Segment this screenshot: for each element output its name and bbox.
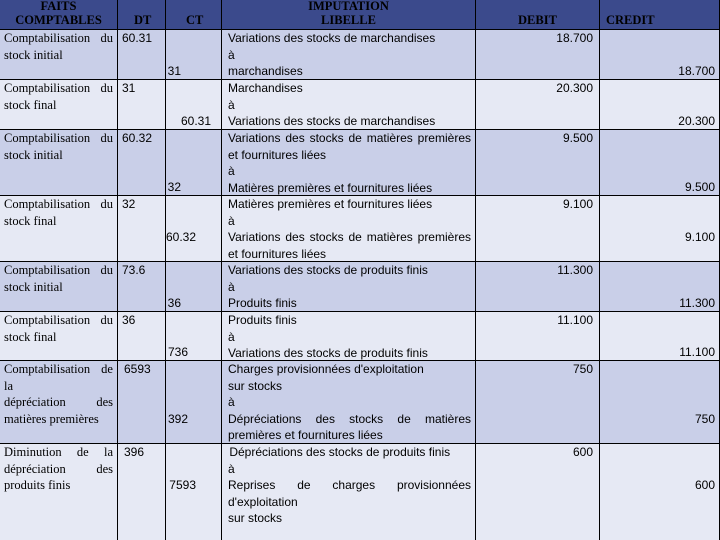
row6-ct: 736 xyxy=(167,345,188,359)
row4-libelle-cell xyxy=(222,196,476,262)
row5-fait-line1: Comptabilisation du xyxy=(4,263,113,277)
row4-debit-cell xyxy=(476,196,600,262)
row8-ct-cell xyxy=(166,444,222,540)
row1-credit-cell xyxy=(600,30,720,80)
header-credit: CREDIT xyxy=(606,13,655,27)
row7-libelle-line5: premières et fournitures liées xyxy=(228,428,383,442)
header-debit: DEBIT xyxy=(518,13,557,27)
row6-dt: 36 xyxy=(122,313,136,327)
row6-libelle-line2: à xyxy=(228,329,235,344)
row7-debit-cell xyxy=(476,361,600,444)
row3-credit: 9.500 xyxy=(684,180,715,194)
row2-fait-line1: Comptabilisation du xyxy=(4,81,113,95)
row7-fait-cell xyxy=(0,361,118,444)
row1-libelle-line3: marchandises xyxy=(228,64,303,78)
row3-libelle-line1: Variations des stocks de matières premières xyxy=(228,131,471,145)
row5-libelle-line3: Produits finis xyxy=(228,296,297,310)
header-dt: DT xyxy=(134,13,152,27)
row2-libelle-line3: Variations des stocks de marchandises xyxy=(228,114,436,128)
row2-libelle-line2: à xyxy=(228,97,235,112)
row4-debit: 9.100 xyxy=(562,197,593,211)
row7-dt-cell xyxy=(118,361,166,444)
header-ct: CT xyxy=(186,13,204,27)
header-faits-line2: COMPTABLES xyxy=(15,13,102,27)
row1-fait-line1: Comptabilisation du xyxy=(4,31,113,45)
row5-credit-cell xyxy=(600,262,720,312)
row1-debit: 18.700 xyxy=(556,31,593,45)
row8-dt: 396 xyxy=(124,445,145,459)
row3-dt-cell xyxy=(118,130,166,196)
row7-debit: 750 xyxy=(572,362,593,376)
row1-libelle-line1: Variations des stocks de marchandises xyxy=(228,31,436,45)
row4-libelle-line3: Variations des stocks de matières premières xyxy=(228,230,471,244)
header-ct-cell xyxy=(166,0,222,30)
row7-libelle-line4: Dépréciations des stocks de matières xyxy=(228,411,471,426)
row5-dt: 73.6 xyxy=(122,263,146,277)
row3-ct-cell xyxy=(166,130,222,196)
row8-debit: 600 xyxy=(572,445,593,459)
row8-ct: 7593 xyxy=(169,478,196,492)
header-libelle: LIBELLE xyxy=(321,13,376,27)
row1-ct: 31 xyxy=(167,64,181,78)
row4-fait-line2: stock final xyxy=(4,213,57,228)
row4-fait-line1: Comptabilisation du xyxy=(4,197,113,211)
row2-fait-cell xyxy=(0,80,118,130)
row3-debit: 9.500 xyxy=(562,131,593,145)
row5-credit: 11.300 xyxy=(679,296,715,310)
row5-fait-cell xyxy=(0,262,118,312)
row7-fait-line2: dépréciation des xyxy=(4,395,113,409)
row8-fait-line3: produits finis xyxy=(4,478,71,492)
row3-debit-cell xyxy=(476,130,600,196)
row8-fait-line2: dépréciation des xyxy=(4,461,113,476)
row1-fait-line2: stock initial xyxy=(4,47,63,62)
row5-ct-cell xyxy=(166,262,222,312)
row5-libelle-line1: Variations des stocks de produits finis xyxy=(228,263,428,277)
row3-credit-cell xyxy=(600,130,720,196)
row4-credit: 9.100 xyxy=(684,230,715,244)
row7-credit: 750 xyxy=(694,412,715,426)
row6-credit-cell xyxy=(600,312,720,361)
row5-dt-cell xyxy=(118,262,166,312)
row2-dt: 31 xyxy=(122,81,136,95)
row7-credit-cell xyxy=(600,361,720,444)
row6-debit: 11.100 xyxy=(557,313,593,327)
row4-fait-cell xyxy=(0,196,118,262)
row4-ct: 60.32 xyxy=(166,230,196,244)
row2-debit-cell xyxy=(476,80,600,130)
row2-libelle-line1: Marchandises xyxy=(228,81,303,95)
row8-libelle-line5: sur stocks xyxy=(228,511,283,525)
row3-ct: 32 xyxy=(167,180,181,194)
row6-dt-cell xyxy=(118,312,166,361)
row6-libelle-line1: Produits finis xyxy=(228,313,297,327)
row8-fait-line1: Diminution de la xyxy=(4,445,113,459)
row7-fait-line3: matières premières xyxy=(4,411,99,426)
row6-debit-cell xyxy=(476,312,600,361)
row7-libelle-line3: à xyxy=(228,395,235,409)
row2-credit-cell xyxy=(600,80,720,130)
row8-libelle-line3: Reprises de charges provisionnées xyxy=(228,478,471,492)
row3-libelle-line3: à xyxy=(228,164,235,178)
row6-credit: 11.100 xyxy=(679,345,715,359)
row5-ct: 36 xyxy=(167,296,181,310)
row4-libelle-line4: et fournitures liées xyxy=(228,246,327,261)
row8-libelle-line1: Dépréciations des stocks de produits finis xyxy=(226,445,451,459)
header-debit-cell xyxy=(476,0,600,30)
row2-debit: 20.300 xyxy=(556,81,593,95)
row6-fait-line1: Comptabilisation du xyxy=(4,313,113,327)
header-dt-cell xyxy=(118,0,166,30)
row2-fait-line2: stock final xyxy=(4,97,57,112)
row3-libelle-cell xyxy=(222,130,476,196)
row4-libelle-line2: à xyxy=(228,213,235,228)
row4-ct-cell xyxy=(166,196,222,262)
row2-ct: 60.31 xyxy=(180,114,211,128)
row8-libelle-line2: à xyxy=(228,461,235,476)
row1-fait-cell xyxy=(0,30,118,80)
row2-libelle-cell xyxy=(222,80,476,130)
row3-fait-cell xyxy=(0,130,118,196)
row6-libelle-line3: Variations des stocks de produits finis xyxy=(228,346,428,360)
row8-credit-cell xyxy=(600,444,720,540)
row4-credit-cell xyxy=(600,196,720,262)
header-libelle-cell xyxy=(222,0,476,30)
row5-fait-line2: stock initial xyxy=(4,279,63,294)
row8-debit-cell xyxy=(476,444,600,540)
row8-credit: 600 xyxy=(694,478,715,492)
row3-libelle-line2: et fournitures liées xyxy=(228,147,327,162)
row5-debit: 11.300 xyxy=(557,263,593,277)
row1-debit-cell xyxy=(476,30,600,80)
row4-dt: 32 xyxy=(122,197,136,211)
row2-ct-cell xyxy=(166,80,222,130)
row5-debit-cell xyxy=(476,262,600,312)
row2-credit: 20.300 xyxy=(678,114,715,128)
row6-ct-cell xyxy=(166,312,222,361)
row8-libelle-line4: d'exploitation xyxy=(228,494,298,509)
row7-libelle-cell xyxy=(222,361,476,444)
header-imputation: IMPUTATION xyxy=(308,0,389,13)
row5-libelle-line2: à xyxy=(228,279,235,294)
header-faits-cell xyxy=(0,0,118,30)
row6-libelle-cell xyxy=(222,312,476,361)
row7-ct-cell xyxy=(166,361,222,444)
row3-dt: 60.32 xyxy=(122,131,153,145)
row8-fait-cell xyxy=(0,444,118,540)
header-faits-line1: FAITS xyxy=(40,0,77,13)
row8-libelle-cell xyxy=(222,444,476,540)
row3-fait-line2: stock initial xyxy=(4,147,63,162)
row7-fait-line1: Comptabilisation de la xyxy=(4,362,113,393)
row4-libelle-line1: Matières premières et fournitures liées xyxy=(228,197,433,211)
row1-credit: 18.700 xyxy=(678,64,715,78)
row1-libelle-cell xyxy=(222,30,476,80)
row1-dt: 60.31 xyxy=(122,31,153,45)
row1-dt-cell xyxy=(118,30,166,80)
row7-libelle-line2: sur stocks xyxy=(228,378,283,393)
row1-ct-cell xyxy=(166,30,222,80)
row1-libelle-line2: à xyxy=(228,47,235,62)
row3-libelle-line4: Matières premières et fournitures liées xyxy=(228,180,433,195)
row2-dt-cell xyxy=(118,80,166,130)
header-credit-cell xyxy=(600,0,720,30)
row4-dt-cell xyxy=(118,196,166,262)
row7-libelle-line1: Charges provisionnées d'exploitation xyxy=(228,362,424,376)
row7-dt: 6593 xyxy=(124,362,151,376)
row6-fait-cell xyxy=(0,312,118,361)
row5-libelle-cell xyxy=(222,262,476,312)
row7-ct: 392 xyxy=(167,412,188,426)
row6-fait-line2: stock final xyxy=(4,329,57,344)
row8-dt-cell xyxy=(118,444,166,540)
row3-fait-line1: Comptabilisation du xyxy=(4,131,113,145)
